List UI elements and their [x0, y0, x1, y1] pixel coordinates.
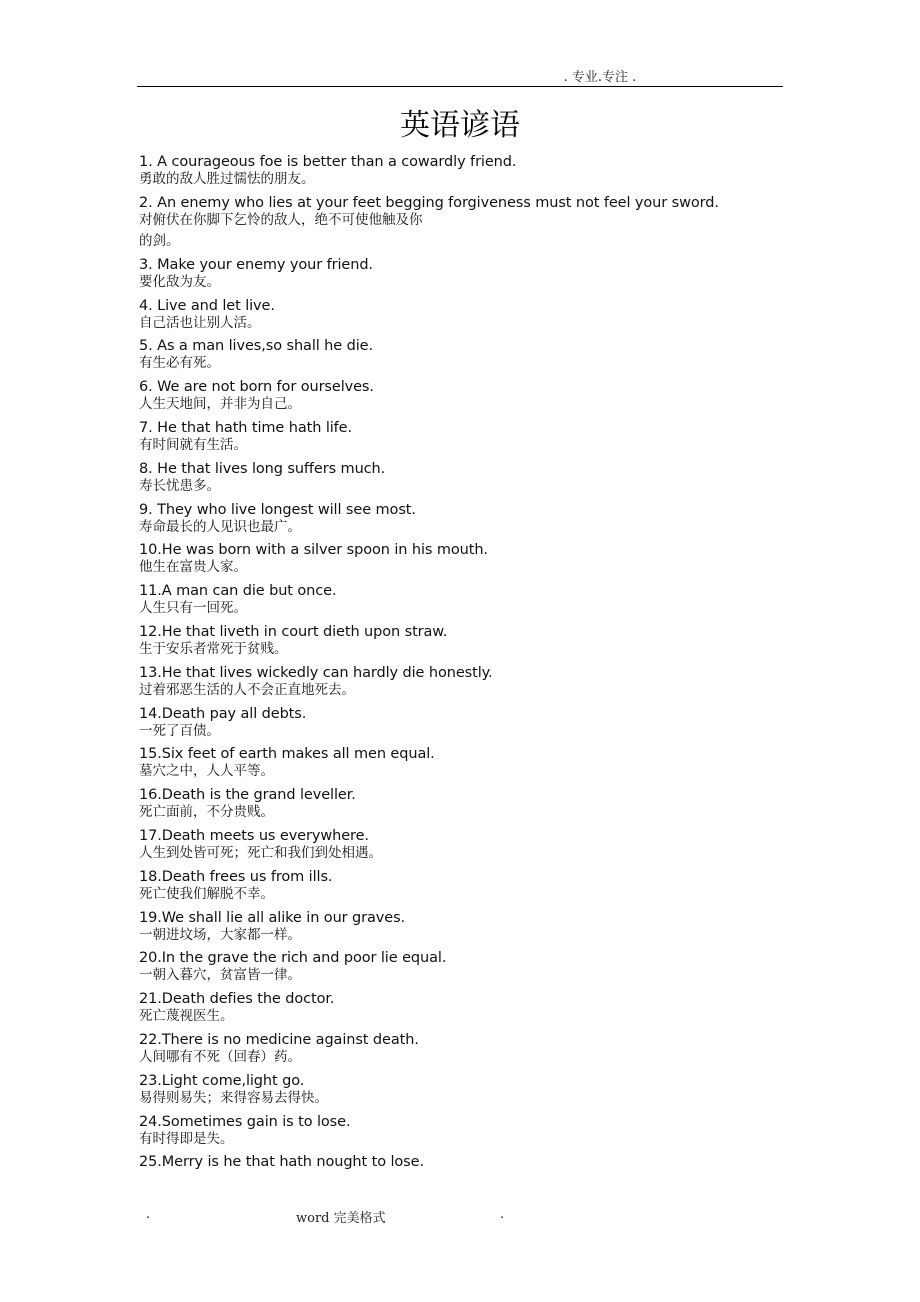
proverb-item — [139, 583, 779, 624]
proverb-chinese: 有时得即是失。 — [139, 1130, 234, 1147]
proverb-chinese: 自己活也让别人活。 — [139, 314, 261, 331]
proverb-item — [139, 828, 779, 869]
proverb-english: 21.Death defies the doctor. — [139, 991, 335, 1008]
proverb-chinese: 死亡蔑视医生。 — [139, 1008, 234, 1025]
proverb-item — [139, 154, 779, 195]
proverb-item — [139, 420, 779, 461]
proverb-chinese: 一死了百债。 — [139, 722, 220, 739]
proverb-item — [139, 461, 779, 502]
proverb-chinese: 易得则易失；来得容易去得快。 — [139, 1089, 328, 1106]
proverb-item — [139, 991, 779, 1032]
proverb-english: 13.He that lives wickedly can hardly die honestly. — [139, 664, 493, 681]
proverb-item — [139, 869, 779, 910]
proverb-english: 6. We are not born for ourselves. — [139, 379, 374, 396]
proverb-english: 11.A man can die but once. — [139, 583, 337, 600]
proverb-english: 15.Six feet of earth makes all men equal. — [139, 746, 435, 763]
proverb-english: 23.Light come,light go. — [139, 1072, 305, 1089]
proverb-item — [139, 910, 779, 951]
proverb-item — [139, 502, 779, 543]
proverb-item — [139, 706, 779, 747]
proverb-chinese: 过着邪恶生活的人不会正直地死去。 — [139, 681, 355, 698]
proverb-item — [139, 746, 779, 787]
proverb-english: 10.He was born with a silver spoon in his mouth. — [139, 542, 488, 559]
proverb-english: 7. He that hath time hath life. — [139, 419, 353, 436]
proverb-english: 22.There is no medicine against death. — [139, 1031, 419, 1048]
footer-text: word 完美格式 — [296, 1211, 386, 1226]
header-rule — [137, 86, 783, 87]
proverb-english: 4. Live and let live. — [139, 297, 275, 314]
proverb-item — [139, 379, 779, 420]
proverb-english: 1. A courageous foe is better than a cowardly friend. — [139, 154, 517, 170]
proverb-chinese: 对俯伏在你脚下乞怜的敌人，绝不可使他触及你 — [139, 211, 423, 228]
proverb-chinese: 寿长忧患多。 — [139, 477, 220, 494]
proverb-chinese: 要化敌为友。 — [139, 273, 220, 290]
page-title: 英语谚语 — [400, 108, 520, 143]
proverb-item — [139, 298, 779, 339]
proverb-english: 19.We shall lie all alike in our graves. — [139, 909, 406, 926]
proverb-english: 5. As a man lives,so shall he die. — [139, 338, 373, 355]
proverb-item — [139, 665, 779, 706]
proverb-chinese: 一朝进坟场，大家都一样。 — [139, 926, 301, 943]
proverb-chinese: 人生只有一回死。 — [139, 600, 247, 617]
proverb-chinese: 死亡使我们解脱不幸。 — [139, 885, 274, 902]
page-footer — [0, 1207, 920, 1227]
proverb-chinese: 生于安乐者常死于贫贱。 — [139, 640, 288, 657]
proverb-chinese: 人生天地间，并非为自己。 — [139, 396, 301, 413]
proverb-item — [139, 1073, 779, 1114]
proverb-item — [139, 195, 779, 257]
proverb-item — [139, 542, 779, 583]
proverb-item — [139, 1114, 779, 1155]
proverb-english: 14.Death pay all debts. — [139, 705, 307, 722]
proverb-english: 20.In the grave the rich and poor lie equal. — [139, 950, 447, 967]
header-text: . 专业.专注 . — [563, 70, 637, 85]
proverb-english: 25.Merry is he that hath nought to lose. — [139, 1154, 424, 1171]
proverb-item — [139, 624, 779, 665]
proverb-item — [139, 1154, 779, 1195]
proverb-item — [139, 787, 779, 828]
proverb-item — [139, 950, 779, 991]
proverb-chinese: 寿命最长的人见识也最广。 — [139, 518, 301, 535]
proverb-chinese: 墓穴之中，人人平等。 — [139, 763, 274, 780]
proverb-english: 24.Sometimes gain is to lose. — [139, 1113, 351, 1130]
footer-right-dot: . — [500, 1207, 505, 1222]
proverb-list — [139, 154, 779, 1195]
proverb-item — [139, 257, 779, 298]
proverb-english: 3. Make your enemy your friend. — [139, 256, 373, 273]
proverb-english: 9. They who live longest will see most. — [139, 501, 416, 518]
proverb-item — [139, 338, 779, 379]
proverb-chinese: 他生在富贵人家。 — [139, 559, 247, 576]
footer-left-dot: . — [146, 1207, 151, 1222]
proverb-english: 18.Death frees us from ills. — [139, 868, 333, 885]
proverb-english: 12.He that liveth in court dieth upon straw. — [139, 623, 448, 640]
proverb-chinese: 有生必有死。 — [139, 355, 220, 372]
proverb-english: 2. An enemy who lies at your feet begging forgiveness must not feel your sword. — [139, 194, 719, 211]
proverb-chinese: 一朝入暮穴，贫富皆一律。 — [139, 967, 301, 984]
proverb-chinese-continued: 的剑。 — [139, 232, 180, 249]
proverb-chinese: 人间哪有不死（回春）药。 — [139, 1048, 301, 1065]
proverb-english: 8. He that lives long suffers much. — [139, 460, 386, 477]
proverb-item — [139, 1032, 779, 1073]
proverb-english: 16.Death is the grand leveller. — [139, 787, 356, 804]
proverb-chinese: 勇敢的敌人胜过懦怯的朋友。 — [139, 171, 315, 187]
page-header — [137, 66, 783, 84]
proverb-chinese: 有时间就有生活。 — [139, 436, 247, 453]
proverb-chinese: 死亡面前，不分贵贱。 — [139, 804, 274, 821]
proverb-chinese: 人生到处皆可死；死亡和我们到处相遇。 — [139, 844, 382, 861]
proverb-english: 17.Death meets us everywhere. — [139, 827, 369, 844]
